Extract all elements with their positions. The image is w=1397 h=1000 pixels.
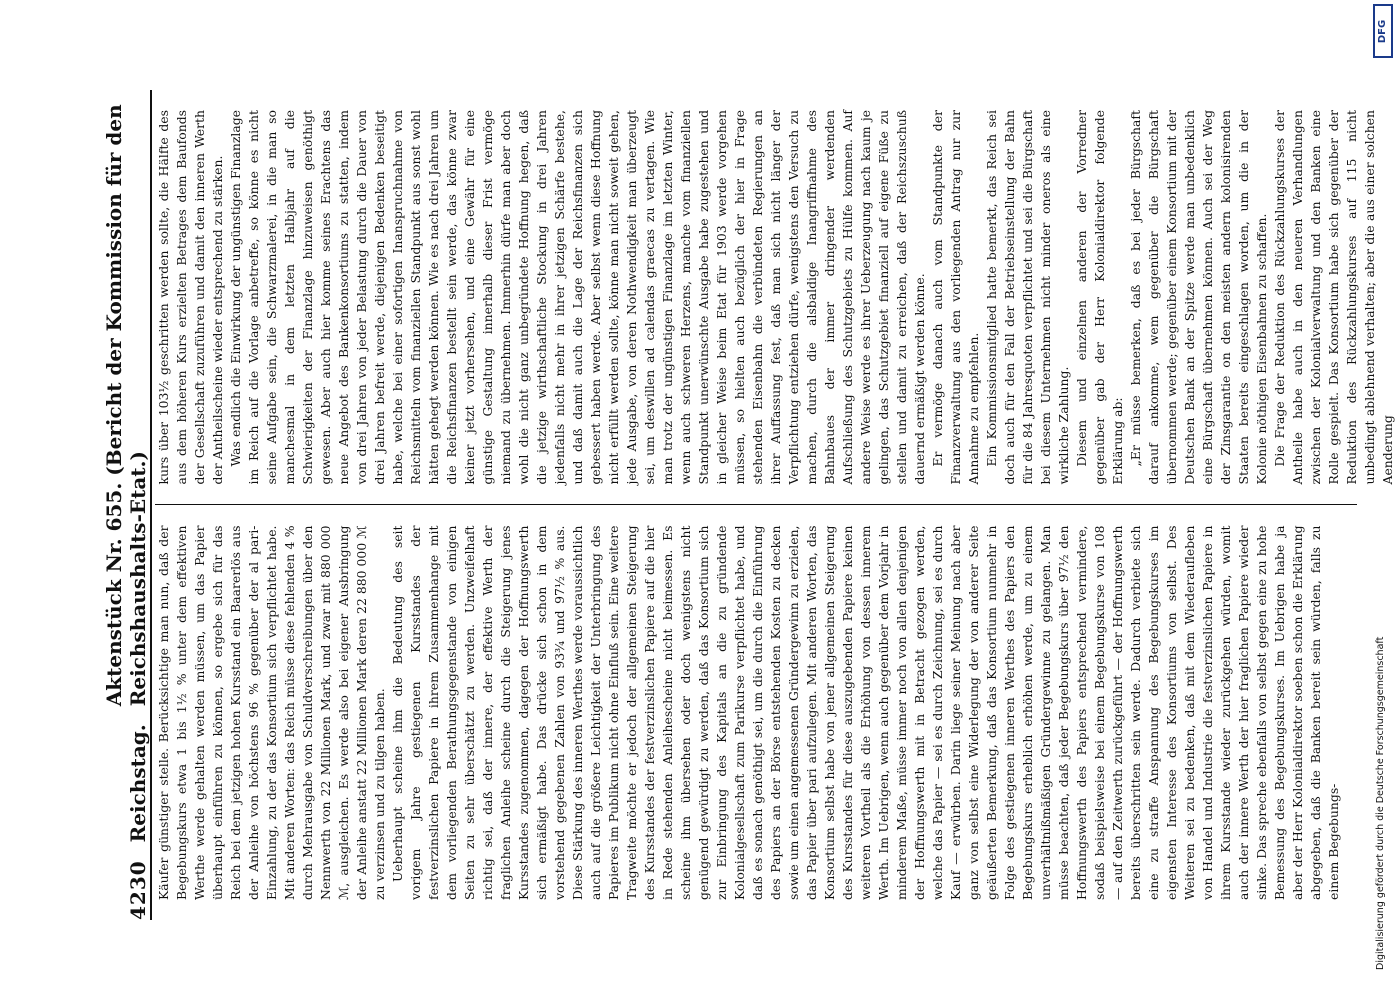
paragraph: kurs über 103½ geschritten werden sollte, die Hälfte des aus dem höheren Kurs erzielten Betrages dem Baufonds der Gesellschaft zuzuführen und damit den inneren Werth der Antheilscheine wieder entsprechend zu stärken. <box>156 110 225 485</box>
page-header <box>102 90 152 920</box>
paragraph: Diesem und einzelnen anderen der Vorredner gegenüber gab der Herr Kolonialdirektor folgende Erklärung ab: <box>1074 110 1125 485</box>
document-title: Aktenstück Nr. 655. (Bericht der Kommission für den Reichshaushalts-Etat.) <box>102 104 150 707</box>
chamber-label: Reichstag. <box>126 724 150 843</box>
dfg-logo <box>1373 4 1393 58</box>
paragraph: Käufer günstiger stelle. Berücksichtige man nun, daß der Begebungskurs etwa 1 bis 1½ % unter dem effektiven Werthe werde gehalten werden müssen, um das Papier überhaupt einführen zu können, so ergebe sich für das Reich bei dem jetzigen hohen Kursstand ein Baarerlös aus der Anleihe von höchstens 96 % gegenüber der al pari-Einzahlung, zu der das Konsortium sich verpflichtet habe. Mit anderen Worten: das Reich müsse diese fehlenden 4 % durch Mehrausgabe von Schuldverschreibungen über den Nennwerth von 22 Millionen Mark, und zwar mit 880 000 ℳ, ausgleichen. Es werde also bei eigener Ausbringung der Anleihe anstatt 22 Millionen Mark deren 22 880 000 ℳ zu verzinsen und zu tilgen haben. <box>156 525 387 900</box>
paragraph: Ueberhaupt scheine ihm die Bedeutung des seit vorigem Jahre gestiegenen Kursstandes der festverzinslichen Papiere in ihrem Zusammenhange mit dem vorliegenden Berathungsgegenstande von einigen Seiten zu sehr überschätzt zu werden. Unzweifelhaft richtig sei, daß der innere, der effektive Werth der fraglichen Anleihe scheine durch die Steigerung jenes Kursstandes zugenommen, dagegen der Hoffnungswerth sich ermäßigt habe. Das drücke sich schon in dem vorstehend gegebenen Zahlen von 93¾ und 97½ % aus. Diese Stärkung des inneren Werthes werde voraussichtlich auch auf die größere Leichtigkeit der Unterbringung des Papieres im Publikum nicht ohne Einfluß sein. Eine weitere Tragweite möchte er jedoch der allgemeinen Steigerung des Kursstandes der festverzinslichen Papiere auf die hier in Rede stehenden Anleihescheine nicht beimessen. Es scheine ihm übersehen oder doch wenigstens nicht genügend gewürdigt zu werden, daß das Konsortium sich zur Einbringung des Kapitals an die zu gründende Kolonialgesellschaft zum Parikurse verpflichtet habe, und daß es sonach genöthigt sei, um die durch die Einführung des Papiers an der Börse entstehenden Kosten zu decken sowie um einen angemessenen Gründergewinn zu erzielen, das Papier über pari aufzulegen. Mit anderen Worten, das Konsortium selbst habe von jener allgemeinen Steigerung des Kursstandes für diese auszugebenden Papiere keinen weiteren Vortheil als die Erhöhung von dessen innerem Werth. Im Uebrigen, wenn auch gegenüber dem Vorjahr in minderem Maße, müsse immer noch von allen denjenigen der Hoffnungswerth mit in Betracht gezogen werden, welche das Papier — sei es durch Zeichnung, sei es durch Kauf — erwürben. Darin liege seiner Meinung nach aber ganz von selbst eine Widerlegung der von anderer Seite geäußerten Bemerkung, daß das Konsortium nunmehr in Folge des gestiegenen inneren Werthes des Papiers den Begebungskurs erheblich erhöhen werde, um zu einem unverhältnißmäßigen Gründergewinne zu gelangen. Man müsse beachten, daß jeder Begebungskurs über 97½ den Hoffnungswerth des Papiers entsprechend vermindere, sodaß beispielsweise bei einem Begebungskurse von 108 — auf den Zeitwerth zurückgeführt — der Hoffnungswerth bereits überschritten sein werde. Dadurch verbiete sich eine zu straffe Anspannung des Begebungskurses im eigensten Interesse des Konsortiums von selbst. Des Weiteren sei zu bedenken, daß mit dem Wiederaufleben von Handel und Industrie die festverzinslichen Papiere in ihrem Kursstande wieder zurückgehen würden, womit auch der innere Werth der hier fraglichen Papiere wieder sinke. Das spreche ebenfalls von selbst gegen eine zu hohe Bemessung des Begebungskurses. Im Uebrigen habe ja aber der Herr Kolonialdirektor soeben schon die Erklärung abgegeben, daß die Banken bereit sein würden, falls zu einem Begebungs- <box>390 525 1341 900</box>
right-column <box>155 90 1395 506</box>
funding-sidebar <box>1367 0 1397 1000</box>
paragraph: Ein Kommissionsmitglied hatte bemerkt, das Reich sei doch auch für den Fall der Betriebseinstellung der Bahn für die 84 Jahresquoten verpflichtet und sei die Bürgschaft bei diesem Unternehmen nicht minder oneros als eine wirkliche Zahlung. <box>984 110 1071 485</box>
paragraph: Er vermöge danach auch vom Standpunkte der Finanzverwaltung aus den vorliegenden Antrag nur zur Annahme zu empfehlen. <box>930 110 981 485</box>
paragraph: Die Frage der Reduktion des Rückzahlungskurses der Antheile habe auch in den neueren Verhandlungen zwischen der Kolonialverwaltung und den Banken eine Rolle gespielt. Das Konsortium habe sich gegenüber der Reduktion des Rückzahlungskurses auf 115 nicht unbedingt ablehnend verhalten; aber die aus einer solchen Aenderung <box>1272 110 1395 485</box>
page-number: 4230 <box>126 860 150 920</box>
dfg-logo-text: DFG <box>1377 19 1389 43</box>
paragraph: „Er müsse bemerken, daß es bei jeder Bürgschaft darauf ankomme, wem gegenüber die Bürgschaft übernommen werde; gegenüber einem Konsortium mit der Deutschen Bank an der Spitze werde man unbedenklich eine Bürgschaft übernehmen können. Auch sei der Weg der Zinsgarantie on den meisten andern kolonisirenden Staaten bereits eingeschlagen worden, um die in der Kolonie nöthigen Eisenbahnen zu schaffen. <box>1128 110 1269 485</box>
paragraph: Was endlich die Einwirkung der ungünstigen Finanzlage im Reich auf die Vorlage anbetreffe, so könne es nicht seine Aufgabe sein, die Schwarzmalerei, in die man so manchesmal in dem letzten Halbjahr auf die Schwierigkeiten der Finanzlage hinzuweisen genöthigt gewesen. Aber auch hier komme seines Erachtens das neue Angebot des Bankenkonsortiums zu statten, indem von drei Jahren von jeder Belastung durch die Dauer von drei Jahren befreit werde, diejenigen Bedenken beseitigt habe, welche bei einer sofortigen Inanspruchnahme von Reichsmitteln vom finanziellen Standpunkt aus sonst wohl hätten gehegt werden können. Wie es nach drei Jahren um die Reichsfinanzen bestellt sein werde, das könne zwar keiner jetzt vorhersehen, und eine Gewähr für eine günstige Gestaltung innerhalb dieser Frist vermöge niemand zu übernehmen. Immerhin dürfe man aber doch wohl die nicht ganz unbegründete Hoffnung hegen, daß die jetzige wirthschaftliche Stockung in drei Jahren jedenfalls nicht mehr in ihrer jetzigen Schärfe bestehe, und daß damit auch die Lage der Reichsfinanzen sich gebessert haben werde. Aber selbst wenn diese Hoffnung nicht erfüllt werden sollte, könne man nicht soweit gehen, jede Ausgabe, von deren Nothwendigkeit man überzeugt sei, um deswillen ad calendas graecas zu vertagen. Wie man trotz der ungünstigen Finanzlage im letzten Winter, wenn auch schweren Herzens, manche vom finanziellen Standpunkt unerwünschte Ausgabe habe zugestehen und in gleicher Weise beim Etat für 1903 werde vorgehen müssen, so hielten auch bezüglich der hier in Frage stehenden Eisenbahn die verbündeten Regierungen an ihrer Auffassung fest, daß man sich nicht länger der Verpflichtung entziehen dürfe, wenigstens den Versuch zu machen, durch die alsbaldige Inangriffnahme des Bahnbaues der immer dringender werdenden Aufschließung des Schutzgebiets zu Hülfe kommen. Auf andere Weise werde es ihrer Ueberzeugung nach kaum je gelingen, das Schutzgebiet finanziell auf eigene Füße zu stellen und damit zu erreichen, daß der Reichszuschuß dauernd ermäßigt werden könne. <box>228 110 927 485</box>
left-column <box>155 506 1357 921</box>
funding-note: Digitalisierung gefördert durch die Deutsche Forschungsgemeinschaft <box>1375 636 1386 970</box>
